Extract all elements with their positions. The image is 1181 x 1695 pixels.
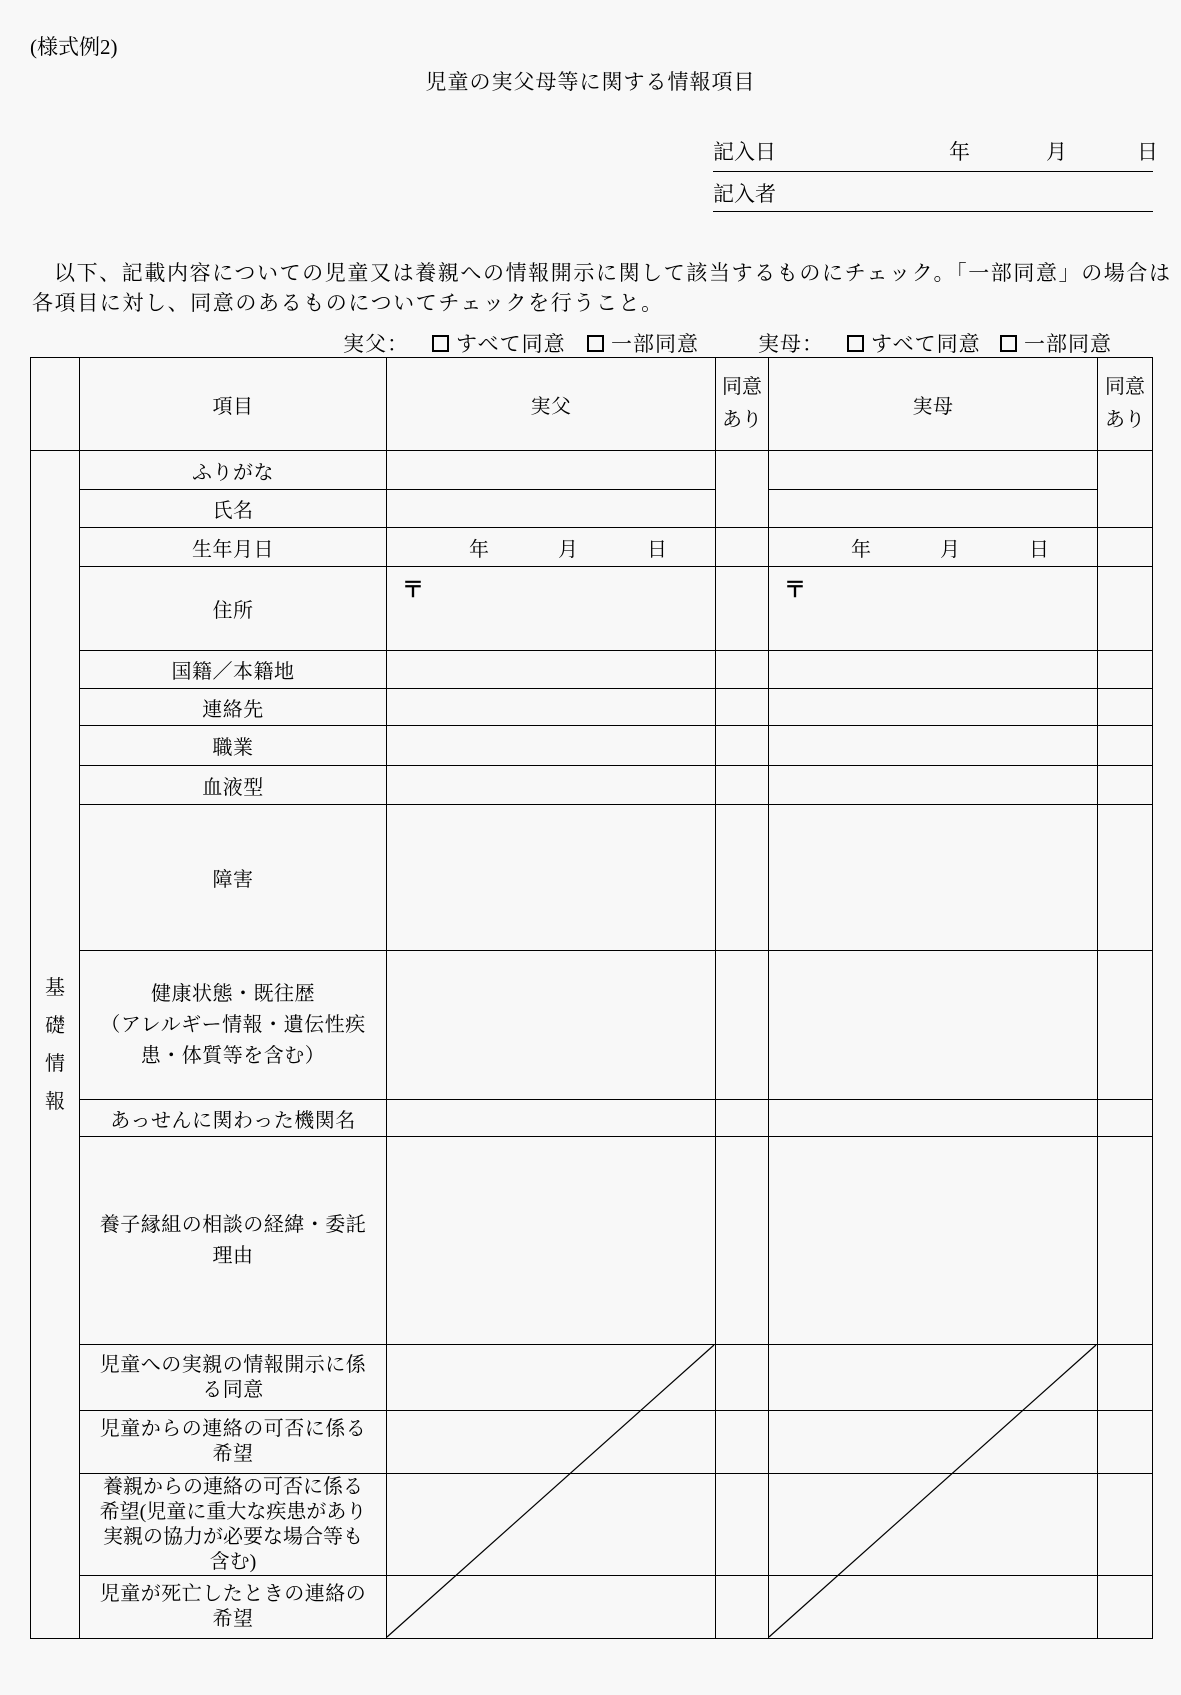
cell-father-contact-from-child[interactable] (387, 1411, 716, 1474)
table-row (31, 726, 1153, 766)
cell-mother-adoption-background[interactable] (769, 1137, 1098, 1345)
mother-partial-consent-option-label: 一部同意 (1024, 332, 1112, 356)
cell-mother-consent-disclosure[interactable] (1098, 1345, 1153, 1411)
entry-person-label: 記入者 (713, 182, 776, 206)
cell-mother-consent-nationality[interactable] (1098, 651, 1153, 689)
father-partial-consent-option (587, 328, 699, 358)
entry-date-input-line[interactable] (713, 171, 1153, 172)
cell-mother-agency[interactable] (769, 1100, 1098, 1137)
ymd-month-label: 月 (940, 538, 960, 561)
cell-father-occupation[interactable] (387, 726, 716, 766)
form-code: (様式例2) (30, 35, 118, 59)
table-row (31, 490, 1153, 528)
instructions (32, 258, 1172, 318)
cell-father-nationality[interactable] (387, 651, 716, 689)
row-label-line: 養子縁組の相談の経緯・委託 (99, 1213, 367, 1236)
cell-mother-health[interactable] (769, 951, 1098, 1100)
section-label-char: 情 (45, 1052, 65, 1075)
header-consent-line: 同意 (722, 376, 762, 398)
cell-mother-consent-contact-from-child[interactable] (1098, 1411, 1153, 1474)
row-label-health (80, 951, 387, 1100)
row-label-line: 患・体質等を含む） (140, 1044, 326, 1067)
cell-mother-contact[interactable] (769, 689, 1098, 726)
row-label-line: （アレルギー情報・遺伝性疾 (100, 1013, 366, 1036)
header-father: 実父 (387, 358, 716, 451)
table-row (31, 528, 1153, 567)
table-row (31, 651, 1153, 689)
cell-mother-address[interactable] (769, 567, 1098, 651)
ymd-year-label: 年 (469, 538, 489, 561)
header-item: 項目 (80, 358, 387, 451)
header-mother-consent (1098, 358, 1153, 451)
mother-all-consent-option (847, 328, 981, 358)
cell-mother-consent-birthdate[interactable] (1098, 528, 1153, 567)
cell-father-adoption-background[interactable] (387, 1137, 716, 1345)
table-row (31, 951, 1153, 1100)
row-label-line: 児童への実親の情報開示に係 (99, 1353, 367, 1376)
cell-mother-consent-contact[interactable] (1098, 689, 1153, 726)
cell-father-consent-agency[interactable] (716, 1100, 769, 1137)
row-label-line: 希望 (212, 1443, 254, 1465)
cell-mother-disclosure-consent[interactable] (769, 1345, 1098, 1411)
row-label-line: 実親の協力が必要な場合等も (103, 1525, 363, 1548)
cell-mother-blood-type[interactable] (769, 766, 1098, 805)
father-all-consent-option (432, 328, 566, 358)
cell-father-address[interactable] (387, 567, 716, 651)
row-label-line: 児童からの連絡の可否に係る (99, 1418, 367, 1440)
cell-father-consent-nationality[interactable] (716, 651, 769, 689)
header-father-consent (716, 358, 769, 451)
cell-father-consent-blood-type[interactable] (716, 766, 769, 805)
cell-father-consent-address[interactable] (716, 567, 769, 651)
row-label-line: 希望(児童に重大な疾患があり (99, 1500, 367, 1523)
header-consent-line: 同意 (1105, 376, 1145, 398)
cell-mother-consent-contact-on-death[interactable] (1098, 1576, 1153, 1639)
cell-father-blood-type[interactable] (387, 766, 716, 805)
table-row (31, 567, 1153, 651)
mother-consent-label: 実母： (758, 332, 824, 356)
cell-mother-consent-address[interactable] (1098, 567, 1153, 651)
cell-father-consent-birthdate[interactable] (716, 528, 769, 567)
cell-father-consent-contact-on-death[interactable] (716, 1576, 769, 1639)
cell-mother-consent-adoption-background[interactable] (1098, 1137, 1153, 1345)
cell-mother-consent-name[interactable] (1098, 451, 1153, 528)
cell-father-consent-adoption-background[interactable] (716, 1137, 769, 1345)
mother-all-consent-checkbox-icon[interactable] (847, 335, 864, 352)
row-label-disclosure-consent (80, 1345, 387, 1411)
cell-mother-consent-agency[interactable] (1098, 1100, 1153, 1137)
row-label-adoption-background (80, 1137, 387, 1345)
cell-mother-consent-disability[interactable] (1098, 805, 1153, 951)
section-label-char: 礎 (45, 1014, 65, 1037)
cell-father-disability[interactable] (387, 805, 716, 951)
row-label-line: 養親からの連絡の可否に係る (103, 1475, 363, 1498)
header-consent-line: あり (722, 409, 762, 431)
header-corner-cell (31, 358, 80, 451)
cell-mother-contact-from-child[interactable] (769, 1411, 1098, 1474)
row-label-contact-from-adoptive (80, 1474, 387, 1576)
table-row (31, 689, 1153, 726)
cell-father-disclosure-consent[interactable] (387, 1345, 716, 1411)
cell-father-birthdate[interactable] (387, 528, 716, 567)
cell-father-consent-contact-from-child[interactable] (716, 1411, 769, 1474)
section-label-char: 基 (45, 976, 65, 999)
table-row (31, 1137, 1153, 1345)
ymd-month-label: 月 (558, 538, 578, 561)
page-title: 児童の実父母等に関する情報項目 (425, 70, 756, 94)
cell-mother-contact-from-adoptive[interactable] (769, 1474, 1098, 1576)
cell-mother-occupation[interactable] (769, 726, 1098, 766)
ymd-day-label: 日 (1029, 538, 1049, 561)
cell-mother-consent-health[interactable] (1098, 951, 1153, 1100)
cell-mother-furigana[interactable] (769, 451, 1098, 490)
row-label-disability: 障害 (80, 805, 387, 951)
table-row (31, 451, 1153, 490)
row-label-contact-on-death (80, 1576, 387, 1639)
cell-father-health[interactable] (387, 951, 716, 1100)
info-table (30, 357, 1153, 1639)
header-consent-line: あり (1105, 409, 1145, 431)
ymd-year-label: 年 (851, 538, 871, 561)
table-row (31, 1345, 1153, 1411)
row-label-contact: 連絡先 (80, 689, 387, 726)
father-all-consent-checkbox-icon[interactable] (432, 335, 449, 352)
entry-date-label: 記入日 (713, 140, 776, 164)
section-label-char: 報 (45, 1090, 65, 1113)
row-label-blood-type: 血液型 (80, 766, 387, 805)
entry-person-input-line[interactable] (713, 211, 1153, 212)
table-row (31, 1576, 1153, 1639)
instructions-line2: 各項目に対し、同意のあるものについてチェックを行うこと。 (32, 291, 664, 315)
cell-father-consent-contact[interactable] (716, 689, 769, 726)
father-consent-label: 実父： (343, 332, 409, 356)
cell-mother-consent-contact-from-adoptive[interactable] (1098, 1474, 1153, 1576)
table-row (31, 805, 1153, 951)
row-label-furigana: ふりがな (80, 451, 387, 490)
table-row (31, 766, 1153, 805)
row-label-occupation: 職業 (80, 726, 387, 766)
mother-partial-consent-checkbox-icon[interactable] (1000, 335, 1017, 352)
cell-mother-contact-on-death[interactable] (769, 1576, 1098, 1639)
mother-all-consent-option-label: すべて同意 (871, 332, 981, 356)
postal-mark-icon: 〒 (784, 577, 807, 602)
cell-mother-consent-blood-type[interactable] (1098, 766, 1153, 805)
cell-mother-consent-occupation[interactable] (1098, 726, 1153, 766)
header-mother: 実母 (769, 358, 1098, 451)
cell-father-consent-name[interactable] (716, 451, 769, 528)
row-label-line: 健康状態・既往歴 (151, 982, 315, 1005)
table-row (31, 1411, 1153, 1474)
row-label-contact-from-child (80, 1411, 387, 1474)
father-partial-consent-option-label: 一部同意 (611, 332, 699, 356)
entry-date-month-label: 月 (1046, 140, 1067, 164)
row-label-line: 児童が死亡したときの連絡の (99, 1583, 367, 1605)
cell-father-contact[interactable] (387, 689, 716, 726)
row-label-line: 含む) (209, 1550, 257, 1573)
cell-father-consent-occupation[interactable] (716, 726, 769, 766)
instructions-line1: 以下、記載内容についての児童又は養親への情報開示に関して該当するものにチェック。「一部同意」の場合は (54, 261, 1172, 285)
ymd-day-label: 日 (647, 538, 667, 561)
table-row (31, 1100, 1153, 1137)
entry-date-day-label: 日 (1137, 140, 1158, 164)
table-row (31, 1474, 1153, 1576)
cell-father-agency[interactable] (387, 1100, 716, 1137)
cell-father-furigana[interactable] (387, 451, 716, 490)
cell-mother-nationality[interactable] (769, 651, 1098, 689)
row-label-name: 氏名 (80, 490, 387, 528)
cell-father-consent-disability[interactable] (716, 805, 769, 951)
mother-partial-consent-option (1000, 328, 1112, 358)
row-label-address: 住所 (80, 567, 387, 651)
cell-father-consent-health[interactable] (716, 951, 769, 1100)
cell-father-contact-from-adoptive[interactable] (387, 1474, 716, 1576)
row-label-line: る同意 (202, 1378, 264, 1401)
cell-father-name[interactable] (387, 490, 716, 528)
row-label-nationality: 国籍／本籍地 (80, 651, 387, 689)
row-label-agency: あっせんに関わった機関名 (80, 1100, 387, 1137)
cell-father-contact-on-death[interactable] (387, 1576, 716, 1639)
table-header-row (31, 358, 1153, 451)
row-label-line: 理由 (212, 1244, 254, 1267)
cell-father-consent-contact-from-adoptive[interactable] (716, 1474, 769, 1576)
cell-mother-birthdate[interactable] (769, 528, 1098, 567)
cell-mother-name[interactable] (769, 490, 1098, 528)
father-partial-consent-checkbox-icon[interactable] (587, 335, 604, 352)
row-label-line: 希望 (212, 1608, 254, 1630)
father-all-consent-option-label: すべて同意 (456, 332, 566, 356)
cell-mother-disability[interactable] (769, 805, 1098, 951)
row-label-birthdate: 生年月日 (80, 528, 387, 567)
cell-father-consent-disclosure[interactable] (716, 1345, 769, 1411)
entry-date-year-label: 年 (949, 140, 970, 164)
postal-mark-icon: 〒 (402, 577, 425, 602)
section-label-basic-info (31, 451, 80, 1639)
